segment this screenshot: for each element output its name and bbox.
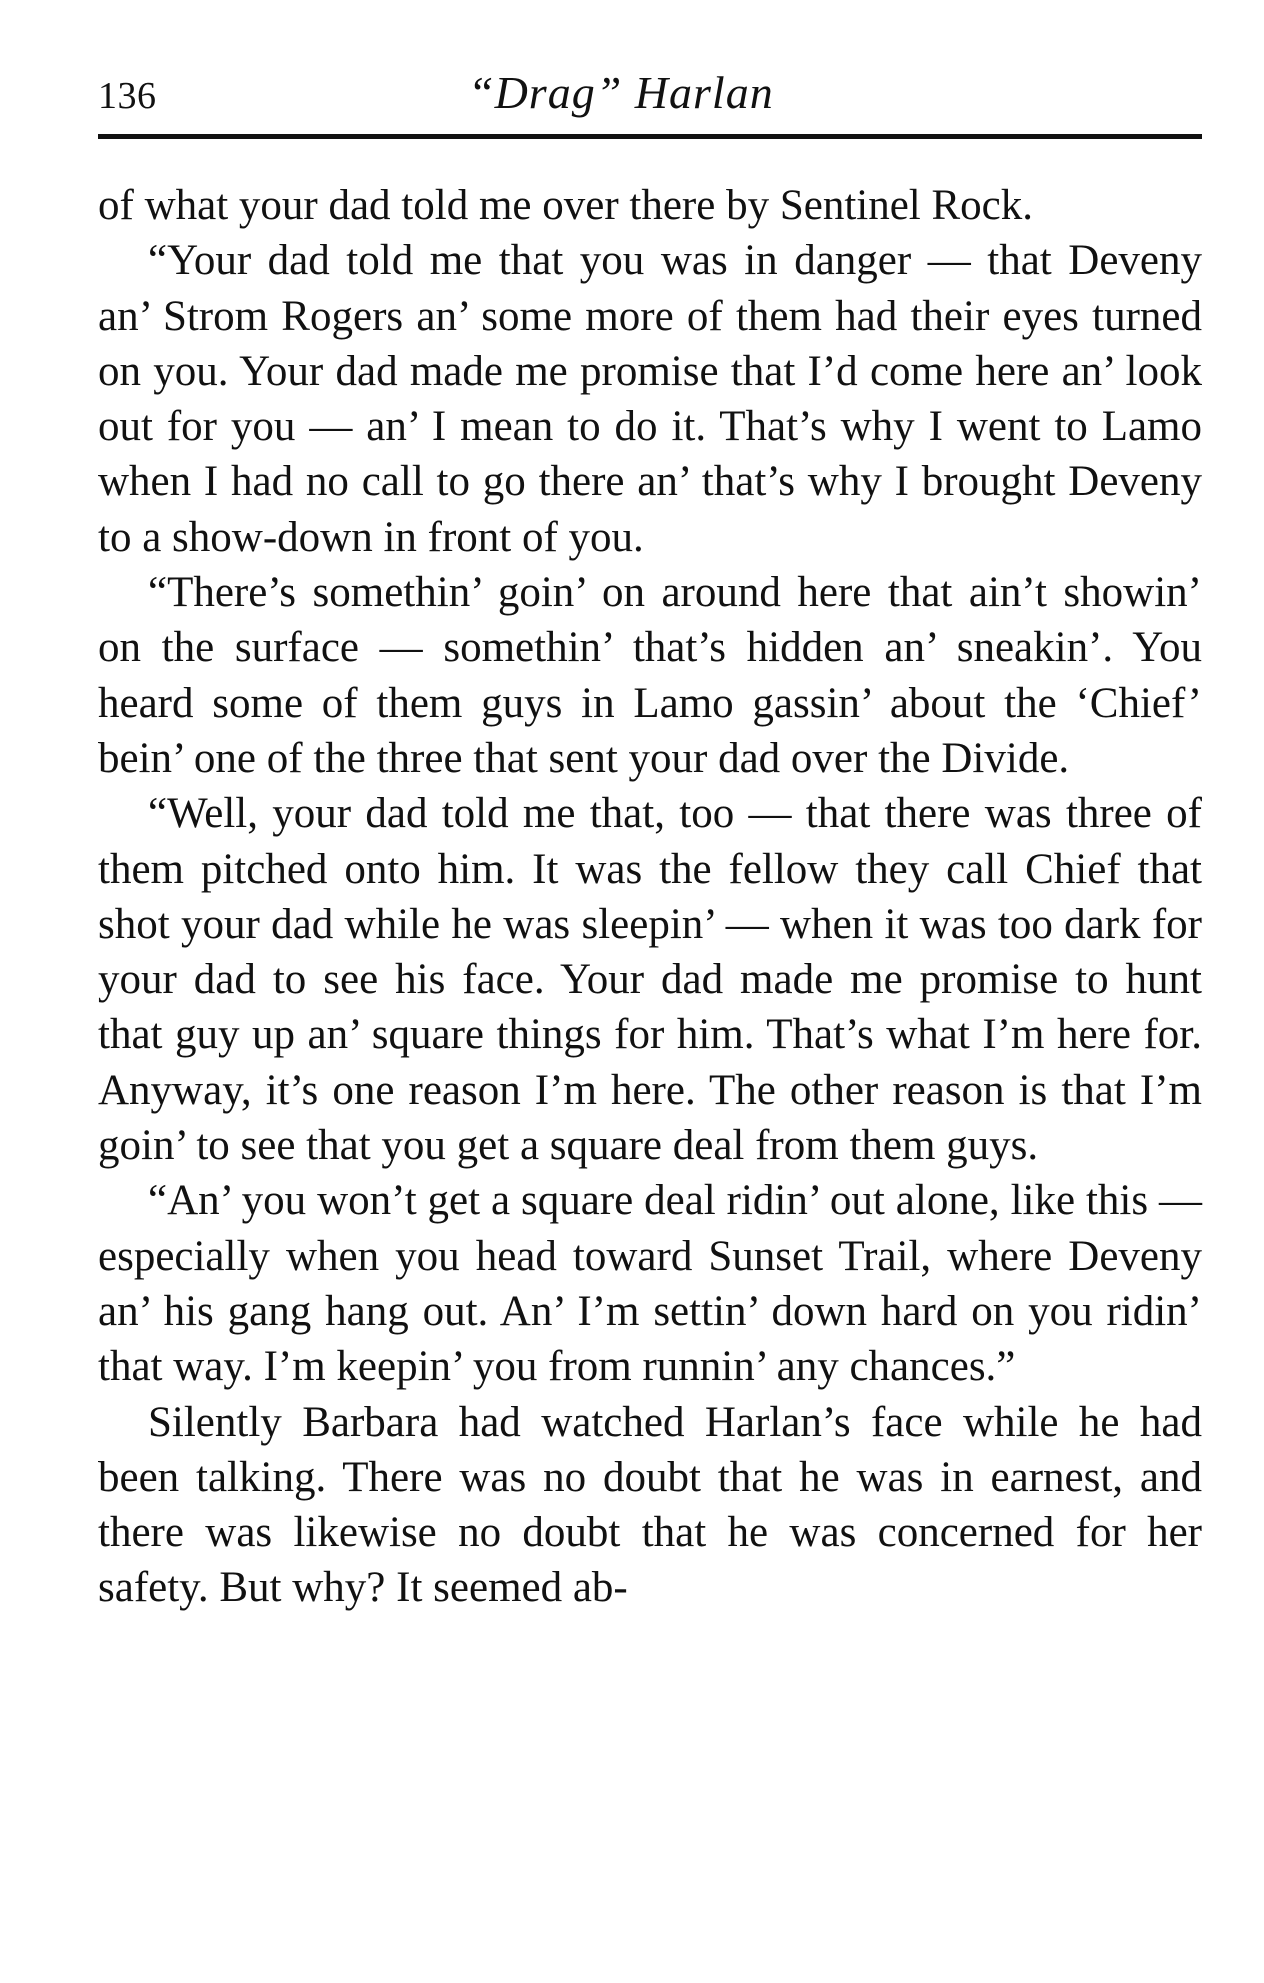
paragraph: “An’ you won’t get a square deal ridin’ out alone, like this — especially when you head toward Sunset Trail, where Deveny an’ his gang hang out. An’ I’m settin’ down hard on you ridin’ that way. I’m keepin’ you from runnin’ any chances.”	[98, 1177, 1202, 1391]
header-rule	[98, 134, 1202, 139]
paragraph: “Well, your dad told me that, too — that there was three of them pitched onto him. It was the fellow they call Chief that shot your dad while he was sleepin’ — when it was too dark for your dad to see his face. Your dad made me promise to hunt that guy up an’ square things for him. That’s what I’m here for. Anyway, it’s one reason I’m here. The other reason is that I’m goin’ to see that you get a square deal from them guys.	[98, 790, 1202, 1170]
running-head	[98, 60, 1202, 130]
paragraph: Silently Barbara had watched Harlan’s face while he had been talking. There was no doubt that he was in earnest, and there was likewise no doubt that he was concerned for her safety. But why? It seemed ab-	[98, 1398, 1202, 1612]
running-title: “Drag” Harlan	[468, 67, 774, 118]
page-number: 136	[98, 75, 157, 117]
paragraph: “There’s somethin’ goin’ on around here that ain’t showin’ on the surface — somethin’ that’s hidden an’ sneakin’. You heard some of them guys in Lamo gassin’ about the ‘Chief’ bein’ one of the three that sent your dad over the Divide.	[98, 569, 1202, 782]
paragraph-continued: of what your dad told me over there by Sentinel Rock.	[98, 182, 1034, 229]
book-page	[98, 60, 1202, 1940]
paragraph: “Your dad told me that you was in danger — that Deveny an’ Strom Rogers an’ some more of them had their eyes turned on you. Your dad made me promise that I’d come here an’ look out for you — an’ I mean to do it. That’s why I went to Lamo when I had no call to go there an’ that’s why I brought Deveny to a show-down in front of you.	[98, 237, 1202, 561]
body-text	[98, 178, 1202, 1616]
